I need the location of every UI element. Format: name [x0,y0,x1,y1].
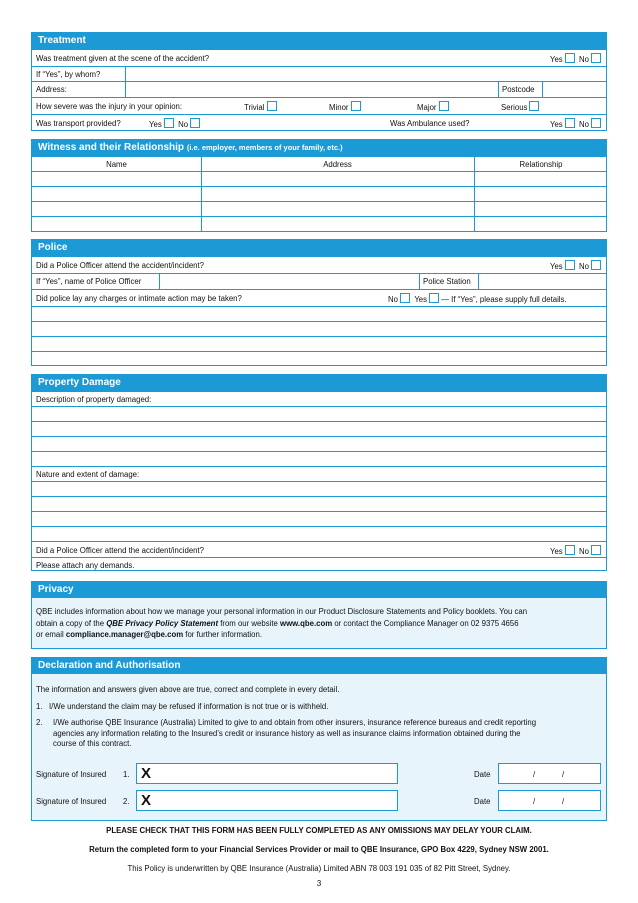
yes-no-group [550,53,601,64]
description-line[interactable] [32,451,606,466]
nature-line[interactable] [32,481,606,496]
privacy-line [36,618,527,630]
declaration-item-2 [53,718,536,750]
major-checkbox[interactable] [439,101,449,111]
name-column-header: Name [106,160,127,169]
yes-label: Yes [549,262,563,271]
officer-name-input[interactable] [160,274,419,289]
no-checkbox[interactable] [190,118,200,128]
serious-option [501,101,539,112]
witness-section [31,139,607,232]
description-line[interactable] [32,406,606,421]
no-label: No [178,120,189,129]
treatment-given-row [32,49,606,66]
relationship-column-header: Relationship [519,160,563,169]
address-row [32,81,606,97]
sign-here-mark: X [141,765,152,782]
item-number: 1. [36,702,43,711]
underwriter-note: This Policy is underwritten by QBE Insurance (Australia) Limited ABN 78 003 191 035 of 82 Pitt Street, Sydney. [127,864,511,873]
police-attend-row [32,256,606,273]
date-separator: / [533,797,536,806]
witness-row[interactable] [32,171,606,186]
yes-checkbox[interactable] [429,293,439,303]
details-label: — If “Yes”, please supply full details. [441,295,567,304]
property-section [31,374,607,571]
signature-number: 2. [123,797,130,806]
yes-checkbox[interactable] [565,260,575,270]
witness-row[interactable] [32,201,606,216]
declaration-item-1 [36,702,328,711]
property-police-row [32,541,606,557]
ambulance-yes-no [550,118,601,129]
description-line[interactable] [32,421,606,436]
yes-checkbox[interactable] [164,118,174,128]
description-label: Description of property damaged: [36,395,152,404]
by-whom-label: If “Yes”, by whom? [36,70,101,79]
minor-label: Minor [329,103,349,112]
yes-label: Yes [549,120,563,129]
no-label: No [579,120,589,129]
section-title [32,140,606,156]
signature-2-field[interactable] [136,790,398,811]
no-label: No [579,547,589,556]
date-2-field[interactable] [498,790,601,811]
nature-row [32,466,606,481]
station-label: Police Station [423,277,471,286]
declaration-intro: The information and answers given above are true, correct and complete in every detail. [36,685,340,694]
privacy-text [36,606,527,641]
details-line[interactable] [32,336,606,351]
minor-option [329,101,361,112]
trivial-option [244,101,277,112]
severity-row [32,97,606,114]
website-link[interactable]: www.qbe.com [280,618,333,628]
yes-no-group [550,545,601,556]
completion-warning: PLEASE CHECK THAT THIS FORM HAS BEEN FULLY COMPLETED AS ANY OMISSIONS MAY DELAY YOUR CLAIM. [106,826,532,835]
yes-checkbox[interactable] [565,118,575,128]
details-line[interactable] [32,351,606,366]
privacy-section [31,581,607,649]
major-option [417,101,449,112]
question-label: Was treatment given at the scene of the accident? [36,54,210,63]
description-line[interactable] [32,436,606,451]
item-text: I/We authorise QBE Insurance (Australia) Limited to give to and obtain from other insurers, insurance reference bureaus and credit reporting [53,718,537,727]
officer-label: If “Yes”, name of Police Officer [36,277,142,286]
yes-checkbox[interactable] [565,545,575,555]
no-checkbox[interactable] [591,53,601,63]
description-row [32,391,606,406]
trivial-label: Trivial [244,103,265,112]
no-label: No [579,55,589,64]
severity-label: How severe was the injury in your opinion: [36,102,183,111]
section-title: Privacy [32,582,606,598]
nature-line[interactable] [32,511,606,526]
date-separator: / [562,797,565,806]
text: from our website [218,618,281,628]
police-officer-row [32,273,606,289]
yes-checkbox[interactable] [565,53,575,63]
witness-row[interactable] [32,216,606,232]
text: obtain a copy of the [36,618,107,628]
date-1-field[interactable] [498,763,601,784]
no-checkbox[interactable] [591,260,601,270]
address-label: Address: [36,85,67,94]
station-input[interactable] [479,274,606,289]
item-text: agencies any information relating to the Insured’s credit or insurance history as well as insurance claims information obtained during the [53,728,521,738]
ambulance-label: Was Ambulance used? [390,119,470,128]
charges-options [388,293,567,304]
charges-row [32,289,606,306]
treatment-section [31,32,607,131]
yes-label: Yes [549,55,563,64]
details-line[interactable] [32,306,606,321]
policy-statement-title: QBE Privacy Policy Statement [106,618,219,628]
section-title: Property Damage [32,375,606,391]
signature-number: 1. [123,770,130,779]
signature-label: Signature of Insured [36,770,107,779]
page-number: 3 [316,879,322,888]
transport-label: Was transport provided? [36,119,121,128]
major-label: Major [417,103,437,112]
question-label: Did a Police Officer attend the accident/incident? [36,261,205,270]
postcode-input[interactable] [543,82,606,97]
item-number: 2. [36,718,43,727]
address-column-header: Address [323,160,352,169]
witness-title: Witness and their Relationship [38,142,185,153]
text: or contact the Compliance Manager on 02 9375 4656 [332,618,519,628]
text: for further information. [183,630,263,639]
section-title: Declaration and Authorisation [32,658,606,674]
declaration-section [31,657,607,821]
signature-label: Signature of Insured [36,797,107,806]
attach-label: Please attach any demands. [36,561,135,570]
police-section [31,239,607,366]
charges-label: Did police lay any charges or intimate action may be taken? [36,294,242,303]
serious-checkbox[interactable] [529,101,539,111]
address-input[interactable] [126,82,498,97]
yes-no-group [550,260,601,271]
no-label: No [388,295,398,304]
by-whom-row [32,66,606,81]
transport-row [32,114,606,131]
witness-header-row [32,156,606,171]
section-title: Treatment [32,33,606,49]
no-checkbox[interactable] [400,293,410,303]
sign-here-mark: X [141,792,152,809]
signature-1-field[interactable] [136,763,398,784]
item-text: I/We understand the claim may be refused if information is not true or is withheld. [49,702,329,711]
return-instructions: Return the completed form to your Financial Services Provider or mail to QBE Insurance, GPO Box 4229, Sydney NSW 2001. [89,845,549,854]
serious-label: Serious [501,103,528,112]
date-separator: / [533,770,536,779]
date-label: Date [474,797,491,806]
details-line[interactable] [32,321,606,336]
email-link[interactable]: compliance.manager@qbe.com [65,630,184,639]
no-checkbox[interactable] [591,118,601,128]
witness-row[interactable] [32,186,606,201]
section-title: Police [32,240,606,256]
item-text: course of this contract. [53,739,132,748]
postcode-label: Postcode [502,85,535,94]
date-label: Date [474,770,491,779]
question-label: Did a Police Officer attend the accident/incident? [36,546,205,555]
nature-line[interactable] [32,496,606,511]
minor-checkbox[interactable] [351,101,361,111]
date-separator: / [562,770,565,779]
yes-label: Yes [414,295,428,304]
by-whom-input[interactable] [126,67,606,81]
privacy-line [36,629,527,641]
no-label: No [579,262,589,271]
no-checkbox[interactable] [591,545,601,555]
witness-subtitle: (i.e. employer, members of your family, etc.) [186,143,343,152]
yes-label: Yes [149,120,162,129]
nature-line[interactable] [32,526,606,541]
privacy-line: QBE includes information about how we manage your personal information in our Product Disclosure Statements and Policy booklets. You can [36,607,528,616]
yes-label: Yes [549,547,563,556]
text: or email [36,630,66,639]
attach-row [32,557,606,571]
trivial-checkbox[interactable] [267,101,277,111]
transport-yes-no [149,118,200,129]
nature-label: Nature and extent of damage: [36,470,140,479]
